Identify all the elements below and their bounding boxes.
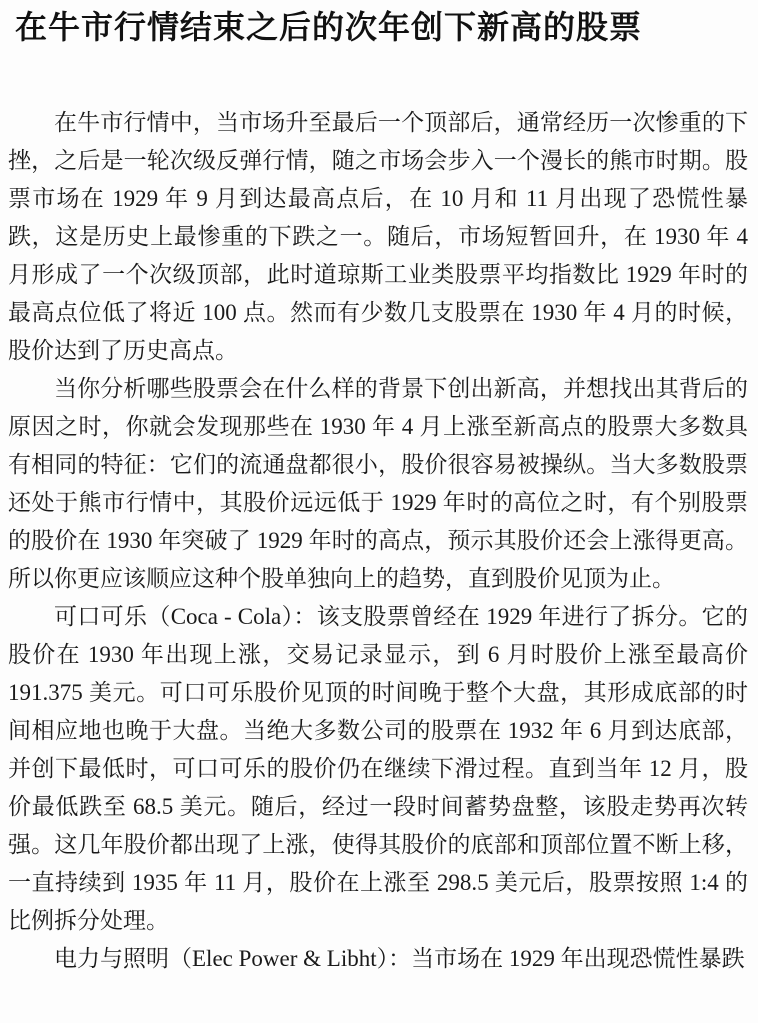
page-title: 在牛市行情结束之后的次年创下新高的股票 — [15, 9, 643, 45]
body-text — [8, 104, 748, 978]
paragraph-coca-cola: 可口可乐（Coca - Cola）：该支股票曾经在 1929 年进行了拆分。它的股价在 1930 年出现上涨，交易记录显示，到 6 月时股价上涨至最高价 191.375 美元。可口可乐股价见顶的时间晚于整个大盘，其形成底部的时间相应地也晚于大盘。当绝大多数公司的股票在 1932 年 6 月到达底部，并创下最低时，可口可乐的股价仍在继续下滑过程。直到当年 12 月，股价最低跌至 68.5 美元。随后，经过一段时间蓄势盘整，该股走势再次转强。这几年股价都出现了上涨，使得其股价的底部和顶部位置不断上移，一直持续到 1935 年 11 月，股价在上涨至 298.5 美元后，股票按照 1:4 的比例拆分处理。 — [8, 604, 748, 933]
paragraph-intro: 在牛市行情中，当市场升至最后一个顶部后，通常经历一次惨重的下挫，之后是一轮次级反弹行情，随之市场会步入一个漫长的熊市时期。股票市场在 1929 年 9 月到达最高点后，在 10 月和 11 月出现了恐慌性暴跌，这是历史上最惨重的下跌之一。随后，市场短暂回升，在 1930 年 4 月形成了一个次级顶部，此时道琼斯工业类股票平均指数比 1929 年时的最高点位低了将近 100 点。然而有少数几支股票在 1930 年 4 月的时候，股价达到了历史高点。 — [8, 110, 748, 363]
paragraph-analysis: 当你分析哪些股票会在什么样的背景下创出新高，并想找出其背后的原因之时，你就会发现那些在 1930 年 4 月上涨至新高点的股票大多数具有相同的特征：它们的流通盘都很小，股价很容易被操纵。当大多数股票还处于熊市行情中，其股价远远低于 1929 年时的高位之时，有个别股票的股价在 1930 年突破了 1929 年时的高点，预示其股价还会上涨得更高。所以你更应该顺应这种个股单独向上的趋势，直到股价见顶为止。 — [8, 376, 748, 591]
paragraph-elec-power: 电力与照明（Elec Power & Libht）：当市场在 1929 年出现恐慌性暴跌 — [54, 946, 745, 971]
